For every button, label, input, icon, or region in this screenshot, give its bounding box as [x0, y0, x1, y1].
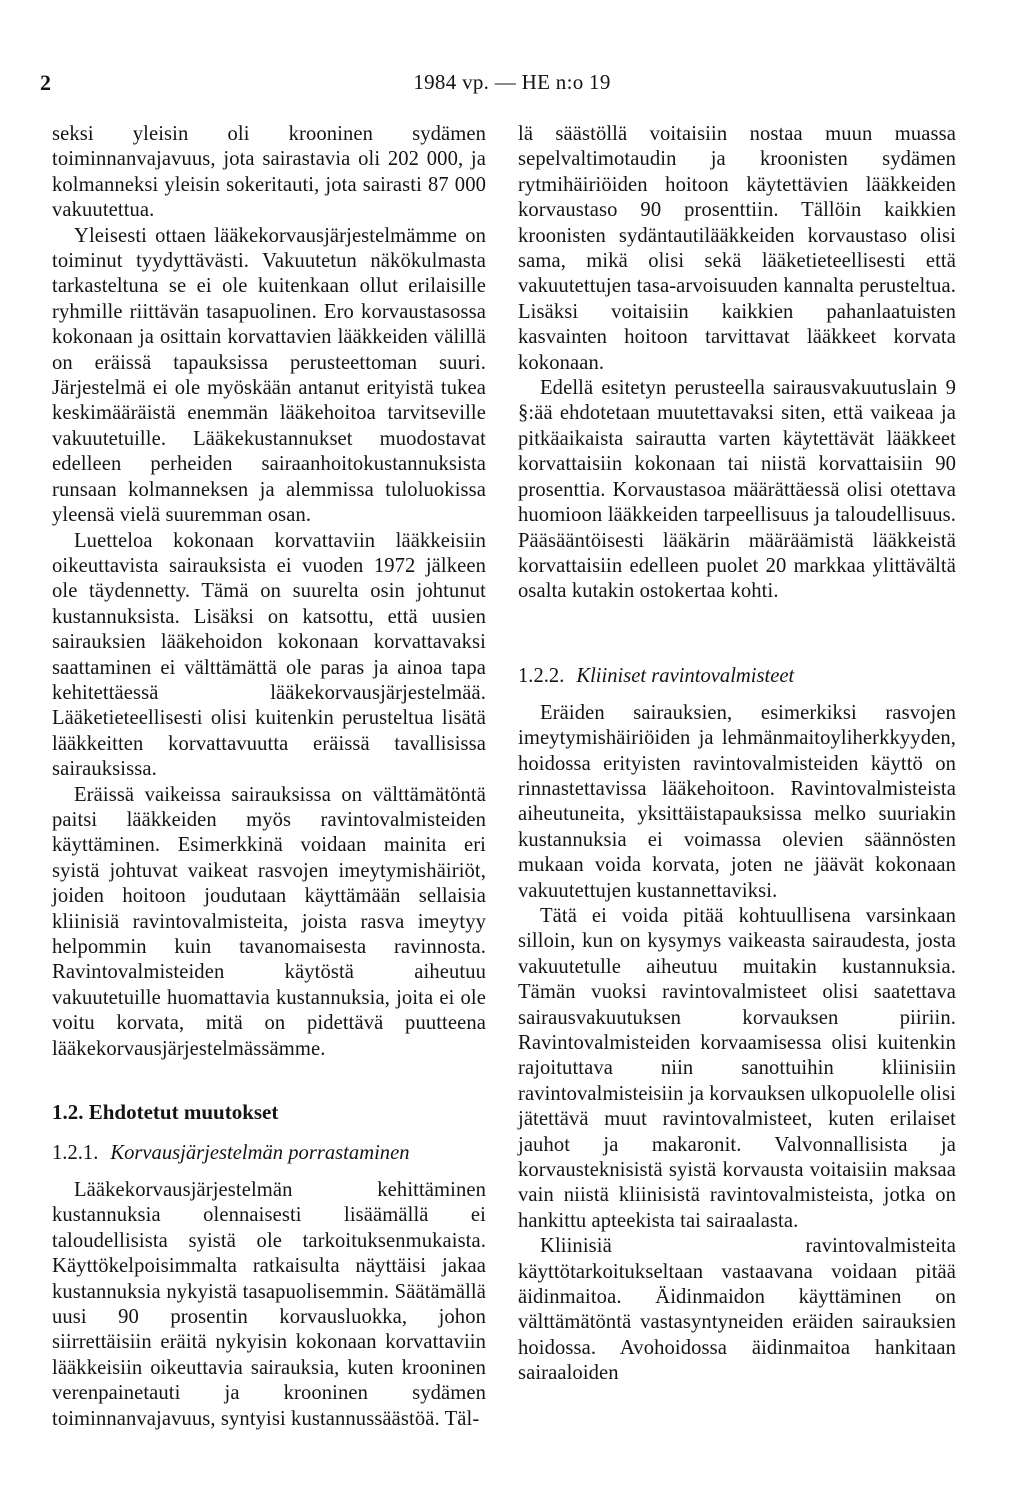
paragraph: Eräiden sairauksien, esimerkiksi rasvojen imeytymishäiriöiden ja lehmänmaitoyliherkkyyden, hoidossa erityisten ravintovalmisteiden käyttö on rinnastettavissa lääkehoitoon. Ravintovalmisteista aiheutuneita, yksittäistapauksissa melko suuriakin kustannuksia ei voimassa olevien säännösten mukaan voida korvata, joten ne jäävät kokonaan vakuutettujen kustannettaviksi.	[518, 701, 956, 902]
paragraph: Eräissä vaikeissa sairauksissa on välttämätöntä paitsi lääkkeiden myös ravintovalmisteiden käyttäminen. Esimerkkinä voidaan mainita eri syistä johtuvat vaikeat rasvojen imeytymishäiriöt, joiden hoitoon joudutaan käyttämään sellaisia kliinisiä ravintovalmisteita, joista rasva imeytyy helpommin kuin tavanomaisesta ravinnosta. Ravintovalmisteiden käytöstä aiheutuu vakuutetuille huomattavia kustannuksia, joita ei ole voitu korvata, mitä on pidettävä puutteena lääkekorvausjärjestelmässämme.	[52, 783, 486, 1060]
paragraph: lä säästöllä voitaisiin nostaa muun muassa sepelvaltimotaudin ja kroonisten sydämen rytmihäiriöiden hoitoon käytettävien lääkkeiden korvaustaso 90 prosenttiin. Tällöin kaikkien kroonisten sydäntautilääkkeiden korvaustaso olisi sama, mikä olisi sekä lääketieteellisesti että vakuutettujen tasa-arvoisuuden kannalta perusteltua. Lisäksi voitaisiin kaikkien pahanlaatuisten kasvainten hoitoon tarvittavat lääkkeet korvata kokonaan.	[518, 123, 956, 374]
subsection-heading	[518, 663, 956, 689]
page-number: 2	[40, 70, 51, 95]
paragraph: Lääkekorvausjärjestelmän kehittäminen kustannuksia olennaisesti lisäämällä ei taloudellisista syistä ole tarkoituksenmukaista. Käyttökelpoisimmalta ratkaisulta näyttäisi jakaa kustannuksia nykyistä tasapuolisemmin. Säätämällä uusi 90 prosentin korvausluokka, johon siirrettäisiin eräitä nykyisin kokonaan korvattaviin lääkkeisiin oikeuttavia sairauksia, kuten krooninen verenpainetauti ja krooninen sydämen toiminnanvajavuus, syntyisi kustannussäästöä. Täl-	[52, 1179, 486, 1430]
paragraph: Edellä esitetyn perusteella sairausvakuutuslain 9 §:ää ehdotetaan muutettavaksi siten, että vaikeaa ja pitkäaikaista sairautta varten käytettävät lääkkeet korvattaisiin kokonaan tai niistä korvattaisiin 90 prosenttia. Korvaustasoa määrättäessä olisi otettava huomioon lääkkeiden tarpeellisuus ja taloudellisuus. Pääsääntöisesti lääkärin määräämistä lääkkeistä korvattaisiin edelleen puolet 20 markkaa ylittävältä osalta kutakin ostokertaa kohti.	[518, 377, 956, 603]
subsection-title: Kliiniset ravintovalmisteet	[576, 664, 795, 687]
section-heading: 1.2. Ehdotetut muutokset	[52, 1100, 279, 1125]
right-column	[518, 122, 956, 1387]
subsection-number: 1.2.2.	[518, 664, 565, 687]
left-column	[52, 122, 486, 1432]
paragraph: Luetteloa kokonaan korvattaviin lääkkeisiin oikeuttavista sairauksista ei vuoden 1972 jälkeen ole täydennetty. Tämä on suurelta osin johtunut kustannuksista. Lisäksi on katsottu, että uusien sairauksien lääkehoidon kokonaan korvattavaksi saattaminen ei välttämättä ole paras ja ainoa tapa kehitettäessä lääkekorvausjärjestelmää. Lääketieteellisesti olisi kuitenkin perusteltua lisätä lääkkeitten korvattavuutta eräissä tavallisissa sairauksissa.	[52, 529, 486, 781]
paragraph: Tätä ei voida pitää kohtuullisena varsinkaan silloin, kun on kysymys vaikeasta sairaudesta, josta vakuutetulle aiheutuu muitakin kustannuksia. Tämän vuoksi ravintovalmisteet olisi saatettava sairausvakuutuksen korvauksen piiriin. Ravintovalmisteiden korvaamisessa olisi kuitenkin rajoituttava niin sanottuihin kliinisiin ravintovalmisteisiin ja korvauksen ulkopuolelle olisi jätettävä muut ravintovalmisteet, kuten erilaiset jauhot ja makaronit. Valvonnallisista ja korvausteknisistä syistä korvausta voitaisiin maksaa vain niistä kliinisistä ravintovalmisteista, jotka on hankittu apteekista tai sairaalasta.	[518, 904, 956, 1232]
paragraph: Yleisesti ottaen lääkekorvausjärjestelmämme on toiminut tyydyttävästi. Vakuutetun näkökulmasta tarkasteltuna se ei ole kuitenkaan ollut erilaisille ryhmille riittävän tasapuolinen. Ero korvaustasossa kokonaan ja osittain korvattavien lääkkeiden välillä on eräissä tapauksissa perusteettoman suuri. Järjestelmä ei ole myöskään antanut erityistä tukea keskimääräistä enemmän lääkehoitoa tarvitseville vakuutetuille. Lääkekustannukset muodostavat edelleen perheiden sairaanhoitokustannuksista runsaan kolmanneksen ja alemmissa tuloluokissa yleensä vielä suuremman osan.	[52, 224, 486, 527]
subsection-number: 1.2.1.	[52, 1142, 99, 1165]
subsection-title: Korvausjärjestelmän porrastaminen	[110, 1142, 410, 1165]
paragraph: Kliinisiä ravintovalmisteita käyttötarkoitukseltaan vastaavana voidaan pitää äidinmaitoa. Äidinmaidon käyttäminen on välttämätöntä vastasyntyneiden eräiden sairauksien hoidossa. Avohoidossa äidinmaitoa hankitaan sairaaloiden	[518, 1235, 956, 1385]
running-header: 1984 vp. — HE n:o 19	[413, 70, 611, 94]
paragraph: seksi yleisin oli krooninen sydämen toiminnanvajavuus, jota sairastavia oli 202 000, ja kolmanneksi yleisin sokeritauti, jota sairasti 87 000 vakuutettua.	[52, 123, 486, 222]
subsection-heading	[52, 1140, 486, 1166]
